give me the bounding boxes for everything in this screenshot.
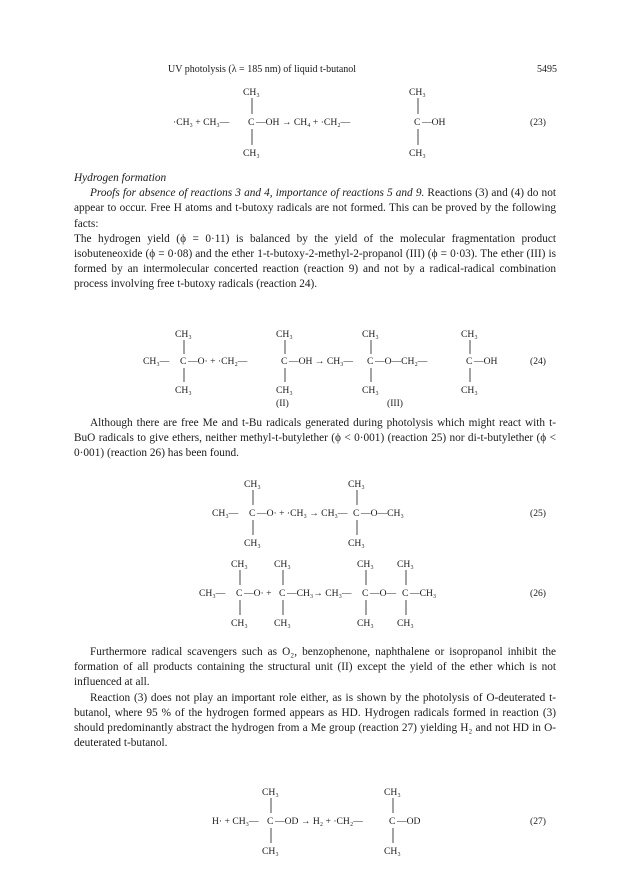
paragraph-2: The hydrogen yield (ϕ = 0·11) is balanced by the yield of the molecular fragmentation product isobuteneoxide (ϕ = 0·08) and the ether 1-t-butoxy-2-methyl-2-propanol (III) (ϕ = 0·03). The ether (III) is formed by an intermolecular concerted reaction (reaction 9) and not by a radical-radical combination process involving free t-butoxy radicals (reaction 24). [74,232,556,291]
eq27-part-2: —OD → H₂ + ·CH₂— [275,816,363,827]
eq27-c-2: C [389,816,396,827]
eq27-bot-2: CH₃ [384,846,401,857]
eq23-main-2: —OH → CH₄ + ·CH₂— [256,117,351,128]
eq26-bot-3: CH₃ [357,618,374,629]
eq25-part-3: —O—CH₃ [361,508,404,519]
eq24-c-3: C [367,356,374,367]
eq26-top-4: CH₃ [397,559,414,570]
equation-24 [0,324,625,414]
eq25-part-2: —O· + ·CH₃ → CH₃— [257,508,348,519]
paragraph-3-block [74,416,556,462]
paragraph-4: Furthermore radical scavengers such as O₂, benzophenone, naphthalene or isopropanol inhibit the formation of all products containing the structural unit (II) except the yield of the ether which is not influenced at all. [74,646,556,689]
paragraph-1 [74,186,556,232]
eq26-c-4: C [402,588,409,599]
eq24-number: (24) [530,356,546,367]
eq24-top-4: CH₃ [461,329,478,340]
section-heading: Hydrogen formation [74,172,167,184]
equation-25 [0,474,625,554]
eq23-c-b: C [414,117,421,128]
eq25-top-2: CH₃ [348,479,365,490]
eq26-part-4: —O— [370,588,397,599]
eq26-c-1: C [236,588,243,599]
eq23-main-1: ·CH₃ + CH₃— [173,117,230,128]
eq24-top-2: CH₃ [276,329,293,340]
eq25-c-1: C [249,508,256,519]
running-title: UV photolysis (λ = 185 nm) of liquid t-butanol [168,64,357,75]
eq23-bot-right: CH₃ [409,148,426,159]
paragraph-3: Although there are free Me and t-Bu radicals generated during photolysis which might react with t-BuO radicals to give ethers, neither methyl-t-butylether (ϕ < 0·001) (reaction 25) nor di-t-butylether (ϕ < 0·001) (reaction 26) has been found. [74,417,556,460]
eq24-label-iii: (III) [387,398,403,409]
eq24-part-5: —OH [474,356,498,367]
eq26-bot-4: CH₃ [397,618,414,629]
page-number: 5495 [537,64,557,75]
eq25-number: (25) [530,508,546,519]
eq24-bot-2: CH₃ [276,385,293,396]
eq26-bot-2: CH₃ [274,618,291,629]
eq23-top-left: CH₃ [243,87,260,98]
eq24-top-1: CH₃ [175,329,192,340]
eq24-part-3: —OH → CH₃— [289,356,354,367]
eq25-c-2: C [353,508,360,519]
eq26-top-1: CH₃ [231,559,248,570]
eq24-top-3: CH₃ [362,329,379,340]
eq26-top-3: CH₃ [357,559,374,570]
eq24-c-4: C [466,356,473,367]
eq26-number: (26) [530,588,546,599]
eq24-part-2: —O· + ·CH₂— [188,356,248,367]
eq26-c-2: C [279,588,286,599]
eq24-bot-1: CH₃ [175,385,192,396]
eq23-c-a: C [248,117,255,128]
equation-23 [0,82,625,162]
eq23-number: (23) [530,117,546,128]
eq24-part-1: CH₃— [143,356,170,367]
eq27-top-2: CH₃ [384,787,401,798]
eq24-label-ii: (II) [276,398,289,409]
eq26-c-3: C [362,588,369,599]
eq25-top-1: CH₃ [244,479,261,490]
eq27-c-1: C [267,816,274,827]
eq27-top-1: CH₃ [262,787,279,798]
subheading: Proofs for absence of reactions 3 and 4, importance of reactions 5 and 9. [90,187,425,200]
eq24-part-4: —O—CH₂— [375,356,428,367]
eq27-bot-1: CH₃ [262,846,279,857]
eq26-part-3: —CH₃→ CH₃— [287,588,352,599]
eq27-part-1: H· + CH₃— [212,816,259,827]
eq23-top-right: CH₃ [409,87,426,98]
paragraph-4-5-block [74,645,556,751]
eq24-bot-4: CH₃ [461,385,478,396]
paragraph-1-text: Reactions (3) and (4) do not appear to occur. Free H atoms and t-butoxy radicals are not formed. This can be proved by the following facts: [74,187,556,230]
eq24-bot-3: CH₃ [362,385,379,396]
eq27-part-3: —OD [397,816,421,827]
equation-26 [0,554,625,636]
equation-27 [0,782,625,864]
eq26-part-2: —O· + [244,588,272,599]
eq24-c-1: C [180,356,187,367]
eq26-part-1: CH₃— [199,588,226,599]
eq25-bot-2: CH₃ [348,538,365,549]
eq25-bot-1: CH₃ [244,538,261,549]
eq26-bot-1: CH₃ [231,618,248,629]
eq24-c-2: C [281,356,288,367]
eq26-part-5: —CH₃ [410,588,437,599]
eq23-main-3: —OH [422,117,446,128]
eq27-number: (27) [530,816,546,827]
eq23-bot-left: CH₃ [243,148,260,159]
eq25-part-1: CH₃— [212,508,239,519]
paragraph-5: Reaction (3) does not play an important role either, as is shown by the photolysis of O-deuterated t-butanol, where 95 % of the hydrogen formed appears as HD. Hydrogen radicals formed in reaction (3) should predominantly abstract the hydrogen from a Me group (reaction 27) yielding H₂ and not HD in O-deuterated t-butanol. [74,691,556,750]
section-hydrogen-formation [74,171,556,293]
eq26-top-2: CH₃ [274,559,291,570]
